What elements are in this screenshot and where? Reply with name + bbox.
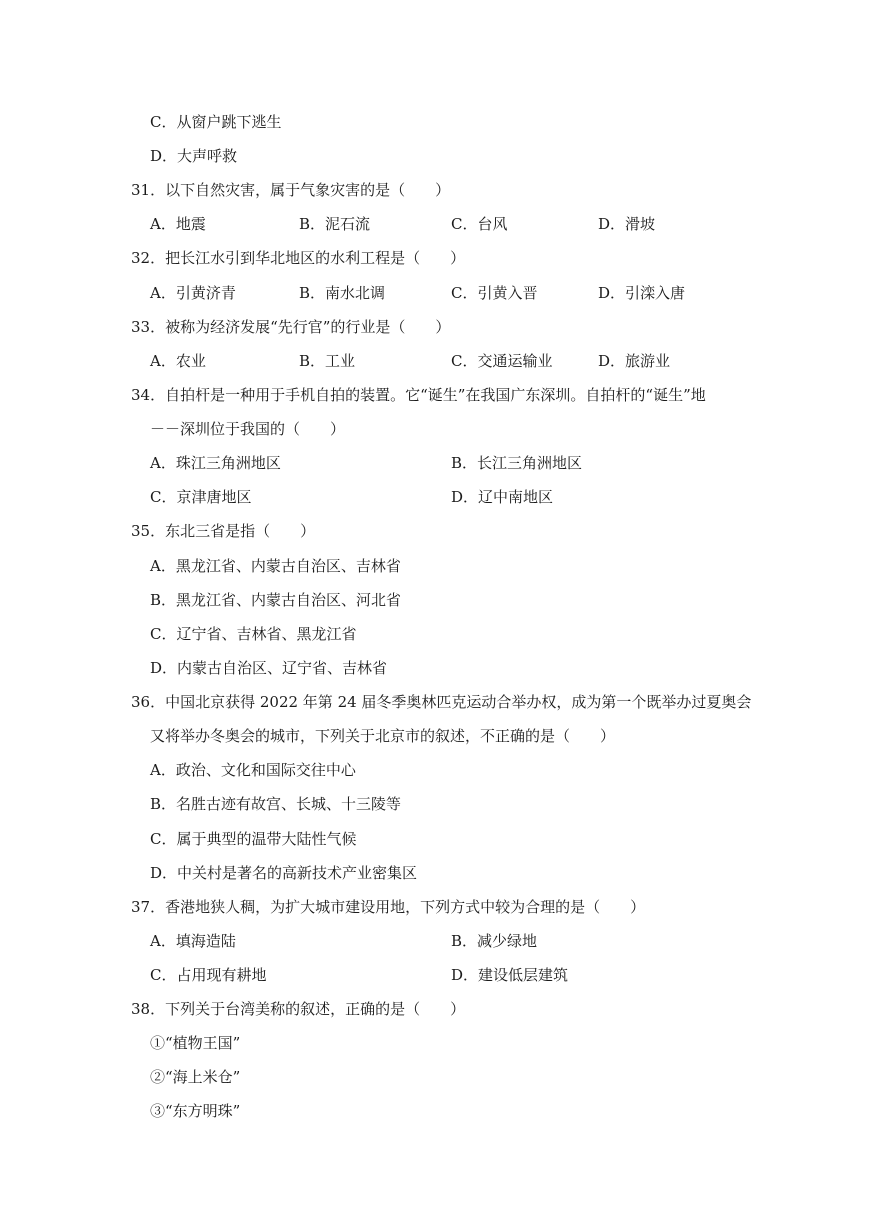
option-32-c: C．引黄入晋	[451, 284, 538, 302]
option-31-d: D．滑坡	[598, 215, 656, 233]
option-36-d: D．中关村是著名的高新技术产业密集区	[150, 864, 418, 882]
option-32-a: A．引黄济青	[150, 284, 236, 302]
statement-38-3: ③“东方明珠”	[150, 1102, 241, 1120]
option-30-c: C．从窗户跳下逃生	[150, 113, 282, 131]
question-33-stem: 33．被称为经济发展“先行官”的行业是（ ）	[131, 318, 451, 336]
option-36-b: B．名胜古迹有故宫、长城、十三陵等	[150, 795, 402, 813]
option-33-c: C．交通运输业	[451, 352, 553, 370]
option-34-c: C．京津唐地区	[150, 488, 252, 506]
option-32-d: D．引滦入唐	[598, 284, 686, 302]
option-31-a: A．地震	[150, 215, 206, 233]
option-36-a: A．政治、文化和国际交往中心	[150, 761, 356, 779]
option-30-d: D．大声呼救	[150, 147, 238, 165]
question-36-stem-continued: 又将举办冬奥会的城市，下列关于北京市的叙述，不正确的是（ ）	[150, 727, 616, 745]
option-35-a: A．黑龙江省、内蒙古自治区、吉林省	[150, 557, 401, 575]
option-31-c: C．台风	[451, 215, 508, 233]
option-37-b: B．减少绿地	[451, 932, 538, 950]
question-31-stem: 31．以下自然灾害，属于气象灾害的是（ ）	[131, 181, 451, 199]
statement-38-1: ①“植物王国”	[150, 1034, 241, 1052]
option-36-c: C．属于典型的温带大陆性气候	[150, 830, 357, 848]
question-38-stem: 38．下列关于台湾美称的叙述，正确的是（ ）	[131, 1000, 466, 1018]
question-37-stem: 37．香港地狭人稠，为扩大城市建设用地，下列方式中较为合理的是（ ）	[131, 898, 646, 916]
option-33-d: D．旅游业	[598, 352, 671, 370]
option-34-b: B．长江三角洲地区	[451, 454, 583, 472]
option-31-b: B．泥石流	[299, 215, 371, 233]
question-32-stem: 32．把长江水引到华北地区的水利工程是（ ）	[131, 249, 466, 267]
option-33-b: B．工业	[299, 352, 356, 370]
option-32-b: B．南水北调	[299, 284, 386, 302]
option-35-c: C．辽宁省、吉林省、黑龙江省	[150, 625, 357, 643]
question-36-stem: 36．中国北京获得 2022 年第 24 届冬季奥林匹克运动合举办权，成为第一个既举办过夏奥会	[131, 693, 752, 711]
option-35-b: B．黑龙江省、内蒙古自治区、河北省	[150, 591, 402, 609]
option-37-d: D．建设低层建筑	[451, 966, 569, 984]
question-35-stem: 35．东北三省是指（ ）	[131, 522, 316, 540]
option-34-d: D．辽中南地区	[451, 488, 554, 506]
option-35-d: D．内蒙古自治区、辽宁省、吉林省	[150, 659, 388, 677]
question-34-stem-continued: －－深圳位于我国的（ ）	[150, 420, 346, 438]
option-34-a: A．珠江三角洲地区	[150, 454, 281, 472]
statement-38-2: ②“海上米仓”	[150, 1068, 241, 1086]
option-33-a: A．农业	[150, 352, 206, 370]
question-34-stem: 34．自拍杆是一种用于手机自拍的装置。它“诞生”在我国广东深圳。自拍杆的“诞生”地	[131, 386, 706, 404]
option-37-c: C．占用现有耕地	[150, 966, 267, 984]
option-37-a: A．填海造陆	[150, 932, 236, 950]
